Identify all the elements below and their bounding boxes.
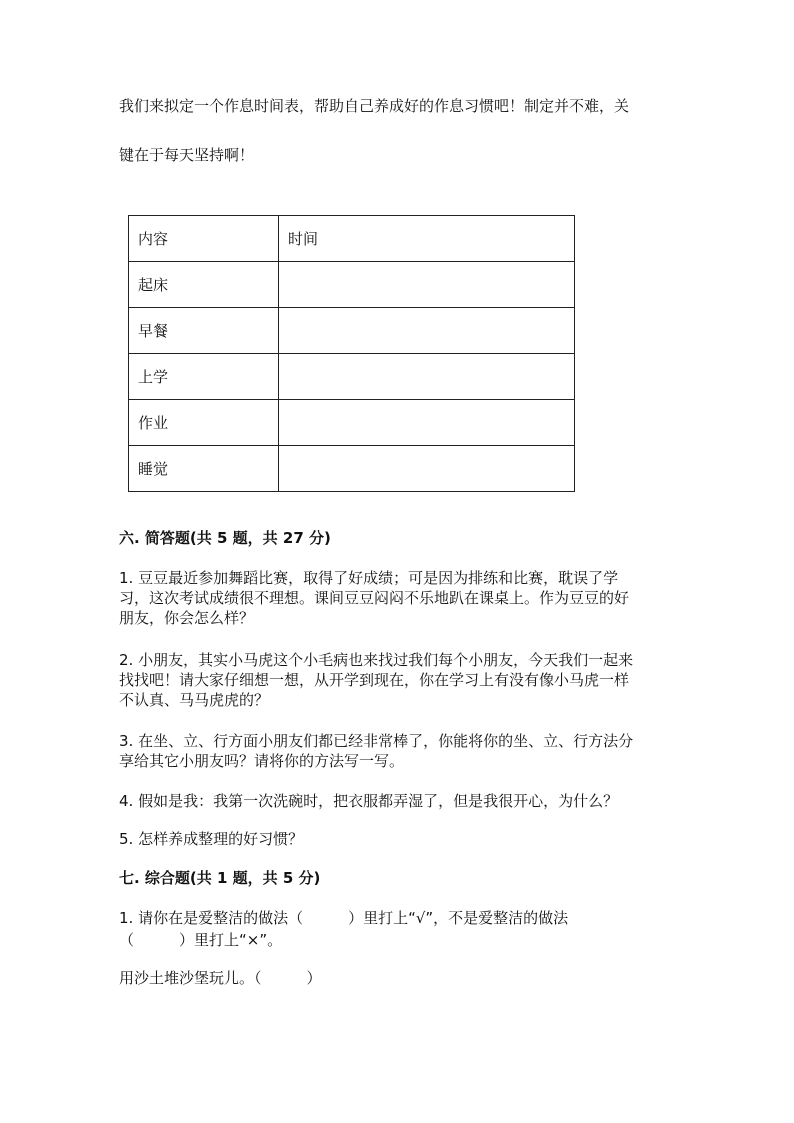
header-time: 时间 [279,216,575,262]
intro-line-1: 我们来拟定一个作息时间表，帮助自己养成好的作息习惯吧！制定并不难，关 [119,97,630,115]
question-1-line-3: 朋友，你会怎么样？ [119,609,255,627]
question-2-line-1: 2. 小朋友，其实小马虎这个小毛病也来找过我们每个小朋友，今天我们一起来 [119,651,634,669]
intro-line-2: 键在于每天坚持啊！ [119,146,255,164]
table-row [129,308,575,354]
table-header-row [129,216,575,262]
table-row [129,354,575,400]
row-item: 早餐 [129,308,279,354]
question-3-line-1: 3. 在坐、立、行方面小朋友们都已经非常棒了，你能将你的坐、立、行方法分 [119,732,634,750]
row-time [279,446,575,492]
question-4-line-1: 4. 假如是我：我第一次洗碗时，把衣服都弄湿了，但是我很开心，为什么？ [119,792,619,810]
question-2-line-2: 找找吧！请大家仔细想一想，从开学到现在，你在学习上有没有像小马虎一样 [119,671,630,689]
row-time [279,308,575,354]
schedule-table [128,215,575,492]
table-row [129,262,575,308]
section-6-title: 六. 简答题(共 5 题，共 27 分) [119,529,331,547]
section-7-question-line-2: （ ）里打上“×”。 [119,931,283,949]
row-item: 作业 [129,400,279,446]
question-1-line-2: 习，这次考试成绩很不理想。课间豆豆闷闷不乐地趴在课桌上。作为豆豆的好 [119,589,630,607]
section-7-question-line-1: 1. 请你在是爱整洁的做法（ ）里打上“√”，不是爱整洁的做法 [119,909,569,927]
section-7-title: 七. 综合题(共 1 题，共 5 分) [119,869,321,887]
row-item: 起床 [129,262,279,308]
table-row [129,400,575,446]
row-item: 上学 [129,354,279,400]
header-content: 内容 [129,216,279,262]
question-2-line-3: 不认真、马马虎虎的？ [119,691,270,709]
table-row [129,446,575,492]
row-item: 睡觉 [129,446,279,492]
question-3-line-2: 享给其它小朋友吗？请将你的方法写一写。 [119,752,405,770]
question-5-line-1: 5. 怎样养成整理的好习惯？ [119,830,304,848]
row-time [279,400,575,446]
question-1-line-1: 1. 豆豆最近参加舞蹈比赛，取得了好成绩；可是因为排练和比赛，耽误了学 [119,569,619,587]
row-time [279,262,575,308]
section-7-item: 用沙土堆沙堡玩儿。（ ） [119,969,322,987]
row-time [279,354,575,400]
